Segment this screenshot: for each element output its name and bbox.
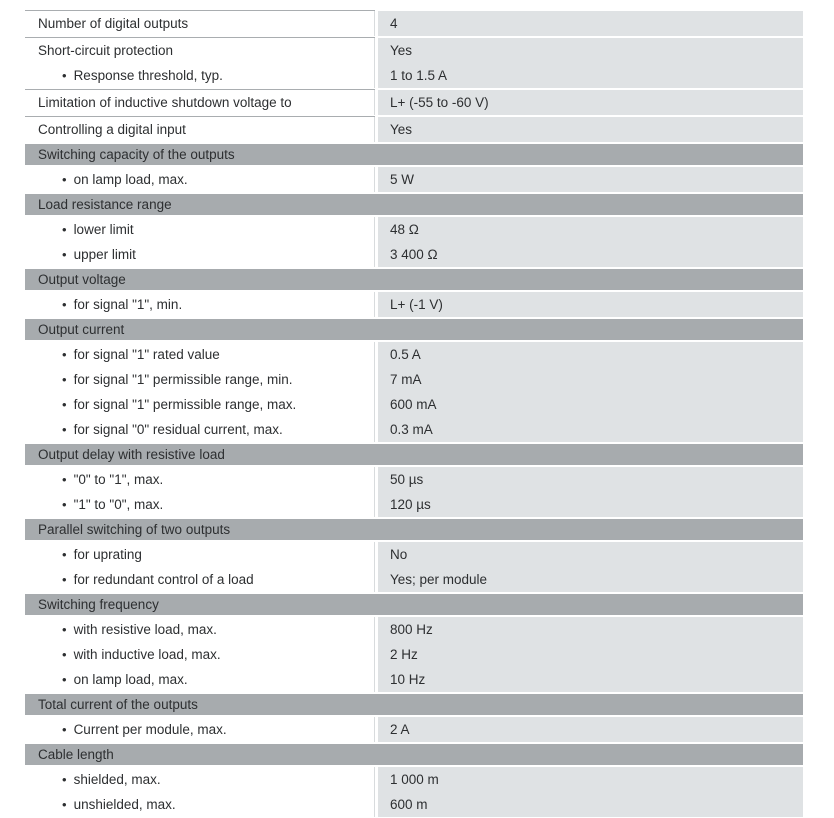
table-row	[25, 342, 803, 367]
property-label: shielded, max.	[73, 771, 161, 787]
bullet-icon: •	[62, 372, 67, 387]
property-value: 7 mA	[390, 371, 422, 387]
property-label: Limitation of inductive shutdown voltage to	[38, 94, 292, 110]
table-row	[25, 542, 803, 567]
property-value: 5 W	[390, 171, 415, 187]
property-value: 1 to 1.5 A	[390, 67, 448, 83]
spec-group	[25, 117, 803, 142]
section-title: Parallel switching of two outputs	[38, 521, 231, 537]
property-cell	[25, 38, 375, 63]
spec-table	[25, 11, 803, 817]
value-cell	[378, 392, 803, 417]
property-label: for uprating	[73, 546, 142, 562]
table-row	[25, 467, 803, 492]
value-cell	[378, 342, 803, 367]
property-value: 10 Hz	[390, 671, 426, 687]
property-value: 0.3 mA	[390, 421, 433, 437]
bullet-icon: •	[62, 222, 67, 237]
property-cell	[25, 90, 375, 115]
value-cell	[378, 242, 803, 267]
bullet-icon: •	[62, 772, 67, 787]
section-title: Output delay with resistive load	[38, 446, 225, 462]
property-value: 4	[390, 15, 398, 31]
property-cell	[25, 63, 375, 88]
spec-group	[25, 38, 803, 88]
value-cell	[378, 167, 803, 192]
property-value: L+ (-55 to -60 V)	[390, 94, 489, 110]
property-cell	[25, 167, 375, 192]
value-cell	[378, 117, 803, 142]
table-row	[25, 717, 803, 742]
section-header-row	[25, 444, 803, 465]
property-label: unshielded, max.	[73, 796, 176, 812]
property-label: for signal "1", min.	[73, 296, 183, 312]
value-cell	[378, 11, 803, 36]
value-cell	[378, 467, 803, 492]
section-header-row	[25, 144, 803, 165]
property-label: "0" to "1", max.	[73, 471, 164, 487]
property-cell	[25, 217, 375, 242]
value-cell	[378, 90, 803, 115]
property-label: upper limit	[73, 246, 136, 262]
property-label: Number of digital outputs	[38, 15, 189, 31]
bullet-icon: •	[62, 172, 67, 187]
table-row	[25, 567, 803, 592]
section-title: Load resistance range	[38, 196, 172, 212]
bullet-icon: •	[62, 422, 67, 437]
property-cell	[25, 292, 375, 317]
property-label: lower limit	[73, 221, 134, 237]
value-cell	[378, 292, 803, 317]
property-cell	[25, 492, 375, 517]
property-cell	[25, 242, 375, 267]
property-label: Controlling a digital input	[38, 121, 186, 137]
table-row	[25, 667, 803, 692]
value-cell	[378, 567, 803, 592]
bullet-icon: •	[62, 572, 67, 587]
property-label: for signal "0" residual current, max.	[73, 421, 283, 437]
spec-group	[25, 167, 803, 192]
spec-group	[25, 217, 803, 267]
table-row	[25, 292, 803, 317]
property-label: Current per module, max.	[73, 721, 227, 737]
property-cell	[25, 542, 375, 567]
value-cell	[378, 617, 803, 642]
section-header-row	[25, 594, 803, 615]
property-value: 48 Ω	[390, 221, 419, 237]
table-row	[25, 792, 803, 817]
bullet-icon: •	[62, 68, 67, 83]
property-cell	[25, 467, 375, 492]
bullet-icon: •	[62, 297, 67, 312]
bullet-icon: •	[62, 797, 67, 812]
table-row	[25, 392, 803, 417]
table-row	[25, 217, 803, 242]
section-header-row	[25, 194, 803, 215]
spec-group	[25, 342, 803, 442]
property-value: 2 Hz	[390, 646, 418, 662]
section-header-row	[25, 744, 803, 765]
property-cell	[25, 767, 375, 792]
property-value: 0.5 A	[390, 346, 421, 362]
bullet-icon: •	[62, 347, 67, 362]
property-value: No	[390, 546, 408, 562]
bullet-icon: •	[62, 397, 67, 412]
spec-group	[25, 467, 803, 517]
value-cell	[378, 667, 803, 692]
bullet-icon: •	[62, 722, 67, 737]
section-header-row	[25, 269, 803, 290]
value-cell	[378, 492, 803, 517]
spec-group	[25, 292, 803, 317]
table-row	[25, 492, 803, 517]
section-header-row	[25, 519, 803, 540]
property-label: for redundant control of a load	[73, 571, 254, 587]
spec-group	[25, 542, 803, 592]
property-value: 1 000 m	[390, 771, 439, 787]
spec-group	[25, 717, 803, 742]
table-row	[25, 367, 803, 392]
table-row	[25, 617, 803, 642]
property-label: with inductive load, max.	[73, 646, 221, 662]
table-row	[25, 90, 803, 115]
property-value: 50 µs	[390, 471, 424, 487]
bullet-icon: •	[62, 497, 67, 512]
property-value: 120 µs	[390, 496, 431, 512]
section-title: Switching capacity of the outputs	[38, 146, 235, 162]
property-cell	[25, 367, 375, 392]
property-label: Response threshold, typ.	[73, 67, 223, 83]
table-row	[25, 242, 803, 267]
bullet-icon: •	[62, 247, 67, 262]
property-cell	[25, 642, 375, 667]
table-row	[25, 167, 803, 192]
value-cell	[378, 717, 803, 742]
property-cell	[25, 617, 375, 642]
value-cell	[378, 642, 803, 667]
value-cell	[378, 38, 803, 63]
property-value: L+ (-1 V)	[390, 296, 443, 312]
section-title: Output current	[38, 321, 125, 337]
value-cell	[378, 367, 803, 392]
property-label: for signal "1" permissible range, min.	[73, 371, 293, 387]
value-cell	[378, 792, 803, 817]
property-value: 600 m	[390, 796, 428, 812]
bullet-icon: •	[62, 647, 67, 662]
table-row	[25, 38, 803, 63]
value-cell	[378, 417, 803, 442]
property-cell	[25, 392, 375, 417]
table-row	[25, 417, 803, 442]
property-cell	[25, 342, 375, 367]
property-cell	[25, 792, 375, 817]
value-cell	[378, 217, 803, 242]
bullet-icon: •	[62, 672, 67, 687]
property-cell	[25, 567, 375, 592]
value-cell	[378, 542, 803, 567]
property-cell	[25, 417, 375, 442]
spec-group	[25, 11, 803, 36]
section-title: Cable length	[38, 746, 114, 762]
table-row	[25, 63, 803, 88]
bullet-icon: •	[62, 472, 67, 487]
table-row	[25, 767, 803, 792]
property-value: Yes; per module	[390, 571, 488, 587]
section-header-row	[25, 694, 803, 715]
property-cell	[25, 11, 375, 36]
property-value: 2 A	[390, 721, 410, 737]
bullet-icon: •	[62, 547, 67, 562]
property-label: for signal "1" rated value	[73, 346, 220, 362]
bullet-icon: •	[62, 622, 67, 637]
property-value: 800 Hz	[390, 621, 433, 637]
section-header-row	[25, 319, 803, 340]
property-label: with resistive load, max.	[73, 621, 217, 637]
property-cell	[25, 717, 375, 742]
property-label: "1" to "0", max.	[73, 496, 164, 512]
property-value: 600 mA	[390, 396, 437, 412]
spec-group	[25, 90, 803, 115]
property-cell	[25, 117, 375, 142]
spec-group	[25, 767, 803, 817]
property-value: 3 400 Ω	[390, 246, 438, 262]
property-value: Yes	[390, 121, 413, 137]
table-row	[25, 11, 803, 36]
section-title: Output voltage	[38, 271, 126, 287]
property-label: Short-circuit protection	[38, 42, 174, 58]
table-row	[25, 642, 803, 667]
property-label: on lamp load, max.	[73, 171, 188, 187]
section-title: Total current of the outputs	[38, 696, 198, 712]
property-label: on lamp load, max.	[73, 671, 188, 687]
table-row	[25, 117, 803, 142]
spec-group	[25, 617, 803, 692]
value-cell	[378, 767, 803, 792]
property-cell	[25, 667, 375, 692]
value-cell	[378, 63, 803, 88]
section-title: Switching frequency	[38, 596, 159, 612]
property-label: for signal "1" permissible range, max.	[73, 396, 297, 412]
property-value: Yes	[390, 42, 413, 58]
